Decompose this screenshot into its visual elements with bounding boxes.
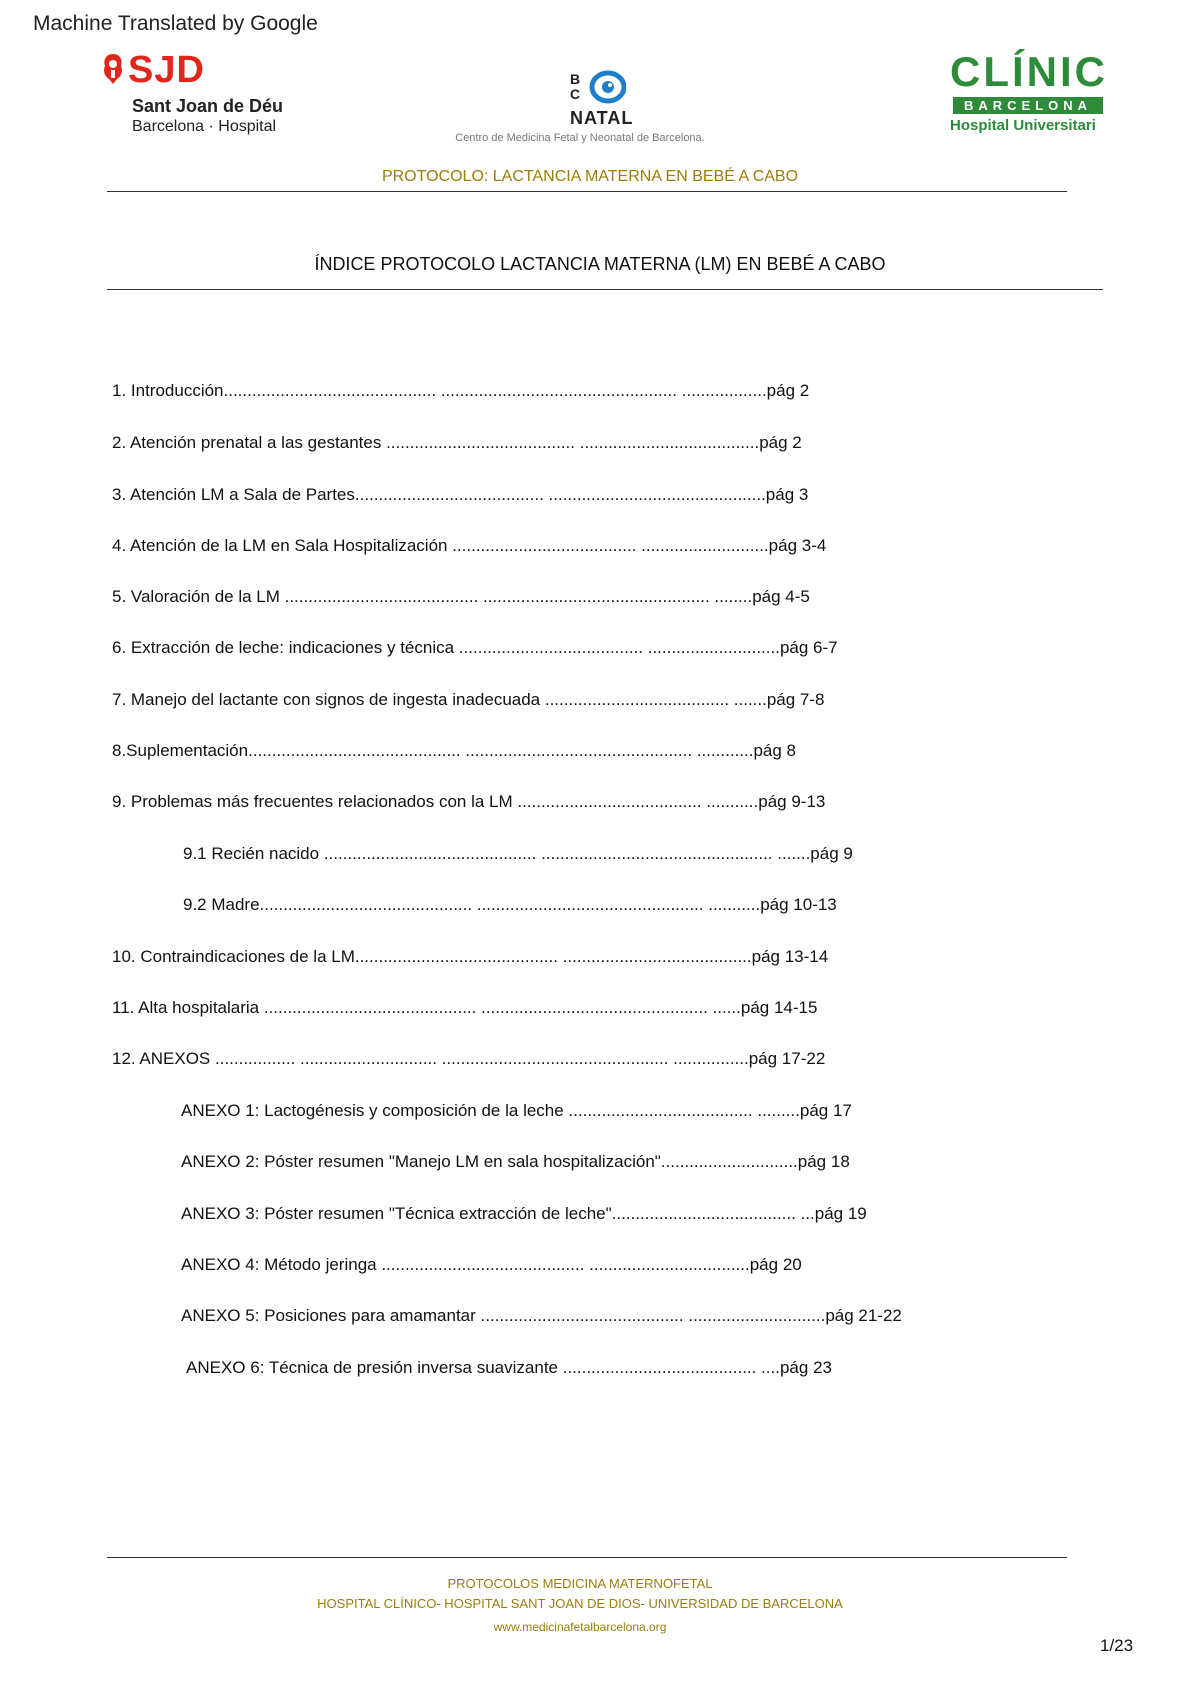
footer-line-1: PROTOCOLOS MEDICINA MATERNOFETAL bbox=[447, 1576, 713, 1591]
clinic-band: BARCELONA bbox=[953, 97, 1103, 114]
toc-entry[interactable]: 9.2 Madre............................................. ................................................ ...........pág 10-13 bbox=[183, 895, 837, 914]
sjd-name: Sant Joan de Déu bbox=[132, 96, 284, 116]
toc-entry[interactable]: 2. Atención prenatal a las gestantes ........................................ ......................................pág 2 bbox=[112, 433, 802, 452]
toc-entry[interactable]: ANEXO 1: Lactogénesis y composición de la leche ....................................... .........pág 17 bbox=[181, 1101, 852, 1120]
footer-divider bbox=[107, 1557, 1067, 1558]
toc-entry[interactable]: 10. Contraindicaciones de la LM........................................... ........................................pág 13-14 bbox=[112, 947, 829, 966]
bcnatal-eye-icon bbox=[586, 70, 626, 104]
machine-translation-banner: Machine Translated by Google bbox=[33, 12, 318, 35]
bcnatal-name: NATAL bbox=[570, 108, 634, 128]
toc-entry[interactable]: 4. Atención de la LM en Sala Hospitalización ....................................... ...........................pág 3-4 bbox=[112, 536, 827, 555]
toc-entry[interactable]: ANEXO 5: Posiciones para amamantar ........................................... .............................pág 21-22 bbox=[181, 1306, 902, 1325]
clinic-title: CLÍNIC bbox=[950, 48, 1108, 95]
toc-entry[interactable]: 9.1 Recién nacido ............................................. ................................................. .......pág 9 bbox=[183, 844, 853, 863]
bcnatal-letters: B C bbox=[570, 71, 581, 102]
toc-entry[interactable]: 12. ANEXOS ................. ............................. ................................................ ................pág 17-22 bbox=[112, 1049, 826, 1068]
clinic-subtitle: Hospital Universitari bbox=[950, 117, 1096, 134]
toc-entry[interactable]: 1. Introducción............................................. .................................................. ..................pág 2 bbox=[112, 381, 810, 400]
index-divider bbox=[107, 289, 1103, 290]
toc-entry[interactable]: ANEXO 2: Póster resumen "Manejo LM en sala hospitalización".............................pág 18 bbox=[181, 1152, 850, 1171]
toc-entry[interactable]: 8.Suplementación............................................. ................................................ ............pág 8 bbox=[112, 741, 797, 760]
header-divider bbox=[107, 191, 1067, 192]
toc-entry[interactable]: 6. Extracción de leche: indicaciones y técnica ....................................... ............................pág 6-7 bbox=[112, 638, 838, 657]
footer-line-2: HOSPITAL CLÍNICO- HOSPITAL SANT JOAN DE DIOS- UNIVERSIDAD DE BARCELONA bbox=[317, 1596, 843, 1611]
sjd-emblem-icon bbox=[100, 52, 126, 86]
bcnatal-caption: Centro de Medicina Fetal y Neonatal de Barcelona. bbox=[455, 132, 705, 144]
clinic-logo bbox=[950, 50, 1110, 140]
toc-entry[interactable]: 7. Manejo del lactante con signos de ingesta inadecuada ....................................... .......pág 7-8 bbox=[112, 690, 825, 709]
toc-entry[interactable]: 11. Alta hospitalaria ............................................. ................................................ ......pág 14-15 bbox=[112, 998, 818, 1017]
bcnatal-logo bbox=[420, 70, 740, 150]
index-title: ÍNDICE PROTOCOLO LACTANCIA MATERNA (LM) EN BEBÉ A CABO bbox=[314, 254, 886, 274]
toc-entry[interactable]: ANEXO 6: Técnica de presión inversa suavizante ......................................... ....pág 23 bbox=[186, 1358, 832, 1377]
sjd-letters: SJD bbox=[128, 49, 205, 91]
toc-entry[interactable]: ANEXO 3: Póster resumen "Técnica extracción de leche"....................................... ...pág 19 bbox=[181, 1204, 867, 1223]
toc-entry[interactable]: 5. Valoración de la LM ......................................... ................................................ ........pág 4-5 bbox=[112, 587, 810, 606]
toc-entry[interactable]: 9. Problemas más frecuentes relacionados con la LM ....................................... ...........pág 9-13 bbox=[112, 792, 826, 811]
footer-website-link[interactable]: www.medicinafetalbarcelona.org bbox=[493, 1620, 667, 1634]
page-number: 1/23 bbox=[1100, 1636, 1134, 1655]
sjd-logo bbox=[100, 49, 284, 140]
sjd-subtitle: Barcelona · Hospital bbox=[132, 118, 277, 135]
protocol-header: PROTOCOLO: LACTANCIA MATERNA EN BEBÉ A CABO bbox=[381, 168, 799, 185]
toc-entry[interactable]: ANEXO 4: Método jeringa ........................................... ..................................pág 20 bbox=[181, 1255, 802, 1274]
toc-entry[interactable]: 3. Atención LM a Sala de Partes........................................ ..............................................pág 3 bbox=[112, 485, 809, 504]
